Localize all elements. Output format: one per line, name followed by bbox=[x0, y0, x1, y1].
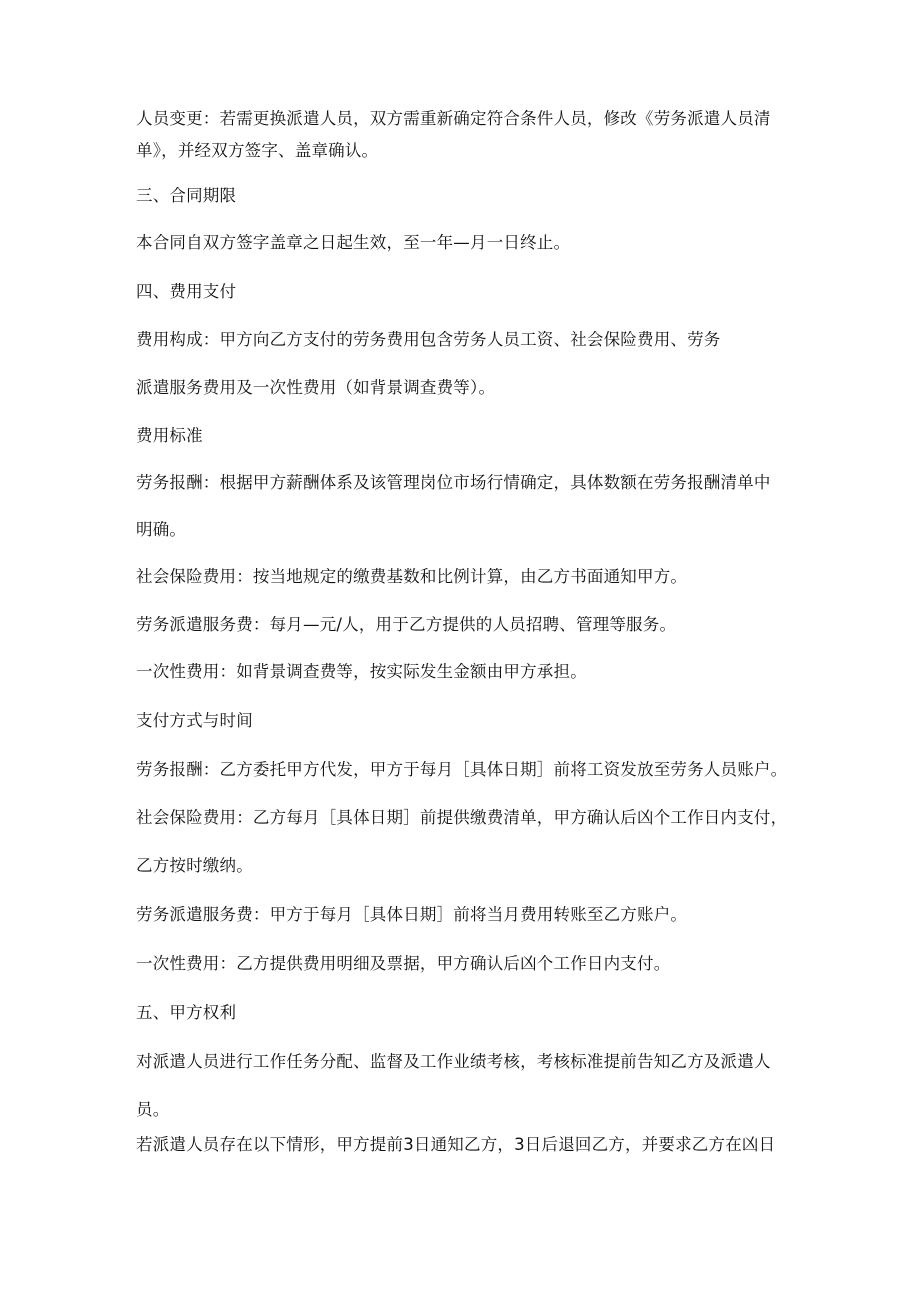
paragraph-personnel-change-line2: 单》，并经双方签字、盖章确认。 bbox=[136, 141, 379, 160]
paragraph-fee-composition-line1: 费用构成：甲方向乙方支付的劳务费用包含劳务人员工资、社会保险费用、劳务 bbox=[136, 330, 721, 349]
paragraph-social-insurance: 社会保险费用：按当地规定的缴费基数和比例计算，由乙方书面通知甲方。 bbox=[136, 567, 688, 586]
paragraph-payment-service-fee: 劳务派遣服务费：甲方于每月［具体日期］前将当月费用转账至乙方账户。 bbox=[136, 905, 688, 924]
paragraph-labor-remuneration-line2: 明确。 bbox=[136, 520, 187, 539]
paragraph-payment-social-insurance-line1: 社会保险费用：乙方每月［具体日期］前提供缴费清单，甲方确认后凶个工作日内支付， bbox=[136, 808, 788, 827]
paragraph-fee-composition-line2: 派遣服务费用及一次性费用（如背景调查费等）。 bbox=[136, 378, 496, 397]
section-heading-contract-term: 三、合同期限 bbox=[136, 186, 237, 205]
paragraph-rights-assessment-line1: 对派遣人员进行工作任务分配、监督及工作业绩考核，考核标准提前告知乙方及派遣人 bbox=[136, 1052, 771, 1071]
paragraph-rights-assessment-line2: 员。 bbox=[136, 1100, 170, 1119]
paragraph-payment-one-time-fee: 一次性费用：乙方提供费用明细及票据，甲方确认后凶个工作日内支付。 bbox=[136, 954, 671, 973]
paragraph-labor-remuneration-line1: 劳务报酬：根据甲方薪酬体系及该管理岗位市场行情确定，具体数额在劳务报酬清单中 bbox=[136, 473, 771, 492]
paragraph-payment-remuneration: 劳务报酬：乙方委托甲方代发，甲方于每月［具体日期］前将工资发放至劳务人员账户。 bbox=[136, 760, 788, 779]
section-heading-party-a-rights: 五、甲方权利 bbox=[136, 1003, 237, 1022]
paragraph-personnel-change-line1: 人员变更：若需更换派遣人员，双方需重新确定符合条件人员，修改《劳务派遣人员清 bbox=[136, 109, 771, 128]
subheading-fee-standard: 费用标准 bbox=[136, 426, 203, 445]
paragraph-rights-return-personnel: 若派遣人员存在以下情形，甲方提前3日通知乙方，3日后退回乙方，并要求乙方在凶日 bbox=[136, 1135, 776, 1154]
subheading-payment-method: 支付方式与时间 bbox=[136, 711, 253, 730]
paragraph-contract-term: 本合同自双方签字盖章之日起生效，至一年—月一日终止。 bbox=[136, 233, 571, 252]
paragraph-dispatch-service-fee: 劳务派遣服务费：每月—元/人，用于乙方提供的人员招聘、管理等服务。 bbox=[136, 615, 677, 634]
paragraph-one-time-fee: 一次性费用：如背景调查费等，按实际发生金额由甲方承担。 bbox=[136, 662, 587, 681]
section-heading-fee-payment: 四、费用支付 bbox=[136, 282, 237, 301]
paragraph-payment-social-insurance-line2: 乙方按时缴纳。 bbox=[136, 856, 253, 875]
